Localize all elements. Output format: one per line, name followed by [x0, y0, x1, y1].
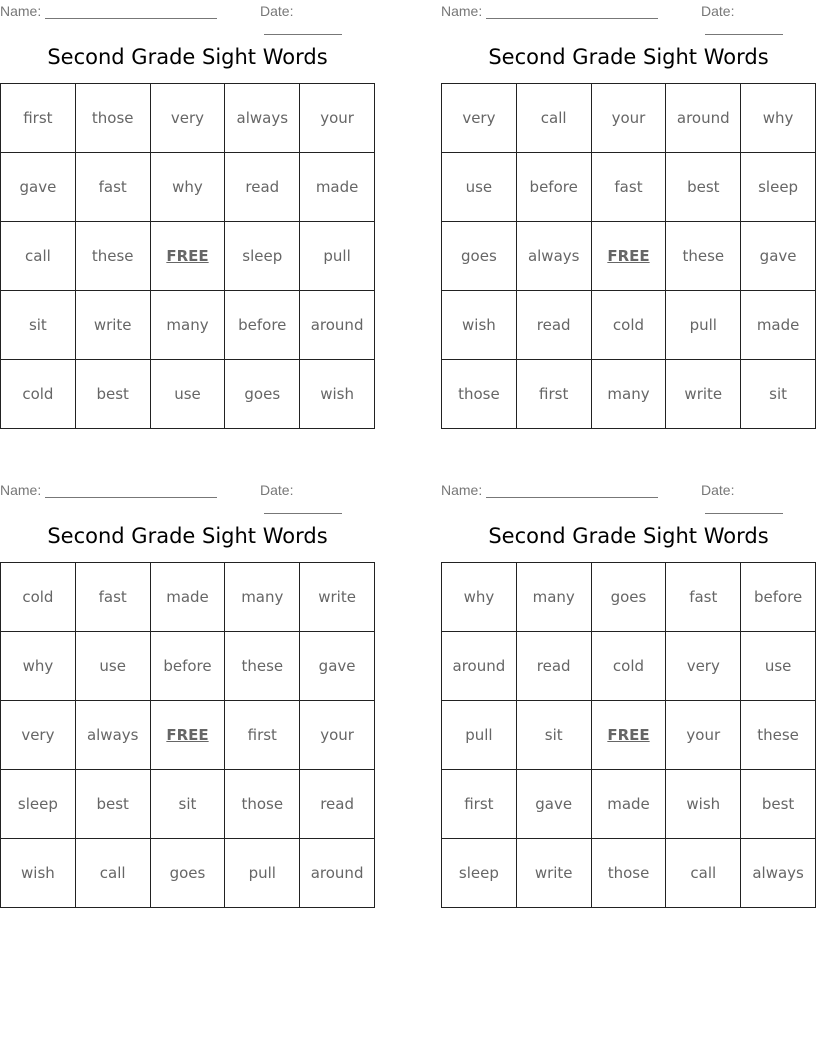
cell-word: your	[320, 109, 354, 127]
word-cell	[150, 360, 225, 429]
cell-word: first	[539, 385, 569, 403]
grid-row	[1, 291, 375, 360]
cell-word: best	[96, 795, 129, 813]
cell-word: cold	[22, 385, 54, 403]
grid-row	[1, 360, 375, 429]
word-cell	[442, 770, 517, 839]
word-cell	[150, 839, 225, 908]
word-cell	[300, 360, 375, 429]
cell-word: pull	[323, 247, 351, 265]
word-cell	[1, 770, 76, 839]
cell-word: around	[452, 657, 506, 675]
word-cell	[1, 632, 76, 701]
cell-word: call	[540, 109, 567, 127]
word-cell	[442, 153, 517, 222]
cell-word: gave	[535, 795, 573, 813]
word-cell	[75, 360, 150, 429]
cell-word: sleep	[458, 864, 499, 882]
cell-word: sit	[28, 316, 47, 334]
word-cell	[442, 839, 517, 908]
word-cell	[150, 84, 225, 153]
card-title: Second Grade Sight Words	[47, 524, 328, 548]
cell-word: fast	[98, 178, 127, 196]
cell-word: those	[91, 109, 134, 127]
cell-word: sleep	[17, 795, 58, 813]
cell-word: read	[320, 795, 354, 813]
word-cell	[591, 563, 666, 632]
cell-word: fast	[689, 588, 718, 606]
word-cell	[225, 839, 300, 908]
cell-word: your	[320, 726, 354, 744]
name-line	[45, 483, 217, 498]
word-cell	[150, 153, 225, 222]
cell-word: around	[310, 864, 364, 882]
word-cell	[75, 291, 150, 360]
word-cell	[591, 360, 666, 429]
cell-word: best	[96, 385, 129, 403]
word-cell	[591, 839, 666, 908]
cell-word: write	[318, 588, 356, 606]
word-cell	[1, 839, 76, 908]
word-cell	[75, 153, 150, 222]
word-cell	[741, 360, 816, 429]
bingo-card-2	[441, 0, 816, 403]
grid-row	[442, 222, 816, 291]
word-cell	[225, 291, 300, 360]
word-cell	[300, 84, 375, 153]
word-cell	[591, 770, 666, 839]
cell-word: sit	[544, 726, 563, 744]
cell-word: these	[757, 726, 799, 744]
word-cell	[741, 84, 816, 153]
word-cell	[1, 222, 76, 291]
cell-word: read	[245, 178, 280, 196]
word-cell	[1, 153, 76, 222]
bingo-card-3	[0, 479, 375, 882]
cell-word: always	[236, 109, 289, 127]
name-date-row	[441, 0, 816, 20]
word-cell	[75, 84, 150, 153]
cell-word: write	[93, 316, 132, 334]
word-cell	[150, 291, 225, 360]
word-cell	[1, 291, 76, 360]
word-cell	[225, 84, 300, 153]
cell-word: pull	[689, 316, 717, 334]
word-cell	[741, 770, 816, 839]
cell-word: very	[170, 109, 205, 127]
word-cell	[300, 291, 375, 360]
cell-word: use	[99, 657, 126, 675]
cell-word: wish	[21, 864, 55, 882]
word-cell	[300, 153, 375, 222]
card-title: Second Grade Sight Words	[488, 45, 769, 69]
bingo-grid	[441, 562, 816, 908]
word-cell	[591, 632, 666, 701]
cell-word: gave	[19, 178, 57, 196]
cell-word: read	[536, 316, 571, 334]
word-cell	[666, 291, 741, 360]
cell-word: these	[91, 247, 134, 265]
cell-word: many	[241, 588, 284, 606]
cell-word: before	[529, 178, 578, 196]
card-title: Second Grade Sight Words	[47, 45, 328, 69]
grid-row	[1, 84, 375, 153]
cell-word: best	[687, 178, 720, 196]
cell-word: why	[172, 178, 203, 196]
cell-word: very	[462, 109, 496, 127]
word-cell	[591, 153, 666, 222]
cell-word: wish	[686, 795, 721, 813]
cell-word: before	[753, 588, 803, 606]
name-label: Name:	[441, 3, 483, 19]
name-field[interactable]	[441, 482, 658, 498]
free-space	[591, 222, 666, 291]
cell-word: made	[315, 178, 359, 196]
cell-word: cold	[22, 588, 54, 606]
cell-word: goes	[244, 385, 281, 403]
word-cell	[516, 291, 591, 360]
date-line	[705, 499, 783, 514]
bingo-card-4	[441, 479, 816, 882]
word-cell	[1, 701, 76, 770]
cell-word: call	[99, 864, 126, 882]
cell-word: before	[163, 657, 212, 675]
cell-word: use	[764, 657, 792, 675]
name-line	[486, 4, 658, 19]
word-cell	[442, 222, 517, 291]
cell-word: around	[676, 109, 730, 127]
word-cell	[666, 770, 741, 839]
word-cell	[442, 291, 517, 360]
word-cell	[75, 839, 150, 908]
cell-word: first	[23, 109, 53, 127]
word-cell	[741, 701, 816, 770]
word-cell	[300, 632, 375, 701]
word-cell	[75, 701, 150, 770]
date-field[interactable]	[260, 482, 375, 514]
grid-row	[442, 770, 816, 839]
word-cell	[300, 701, 375, 770]
grid-row	[1, 839, 375, 908]
cell-word: very	[21, 726, 55, 744]
cell-word: why	[762, 109, 794, 127]
word-cell	[442, 632, 517, 701]
word-cell	[150, 770, 225, 839]
word-cell	[442, 563, 517, 632]
word-cell	[591, 291, 666, 360]
free-space	[591, 701, 666, 770]
grid-row	[1, 153, 375, 222]
word-cell	[666, 563, 741, 632]
cell-word: first	[247, 726, 277, 744]
date-label: Date:	[260, 482, 294, 498]
word-cell	[300, 222, 375, 291]
word-cell	[666, 632, 741, 701]
cell-word: cold	[612, 316, 645, 334]
word-cell	[516, 222, 591, 291]
name-date-row	[0, 479, 375, 499]
cell-word: these	[682, 247, 725, 265]
word-cell	[741, 153, 816, 222]
word-cell	[75, 563, 150, 632]
cell-word: read	[536, 657, 571, 675]
grid-row	[1, 563, 375, 632]
word-cell	[516, 563, 591, 632]
word-cell	[516, 701, 591, 770]
word-cell	[666, 153, 741, 222]
word-cell	[442, 360, 517, 429]
cell-word: goes	[169, 864, 206, 882]
cell-word: call	[25, 247, 51, 265]
bingo-card-1	[0, 0, 375, 403]
cell-word: first	[464, 795, 494, 813]
grid-row	[442, 153, 816, 222]
word-cell	[516, 770, 591, 839]
card-title: Second Grade Sight Words	[488, 524, 769, 548]
word-cell	[741, 222, 816, 291]
grid-row	[442, 84, 816, 153]
cell-word: why	[22, 657, 54, 675]
cell-word: those	[607, 864, 650, 882]
word-cell	[225, 563, 300, 632]
name-field[interactable]	[0, 482, 217, 498]
cell-word: those	[458, 385, 500, 403]
word-cell	[1, 360, 76, 429]
name-date-row	[441, 479, 816, 499]
cell-word: many	[166, 316, 209, 334]
bingo-grid	[0, 562, 375, 908]
word-cell	[150, 632, 225, 701]
cell-word: fast	[614, 178, 643, 196]
cell-word: goes	[610, 588, 647, 606]
free-space	[150, 222, 225, 291]
name-date-row	[0, 0, 375, 20]
name-line	[486, 483, 658, 498]
word-cell	[300, 839, 375, 908]
word-cell	[225, 153, 300, 222]
cell-word: many	[532, 588, 575, 606]
cell-word: your	[611, 109, 646, 127]
word-cell	[225, 360, 300, 429]
word-cell	[150, 563, 225, 632]
cell-word: cold	[612, 657, 645, 675]
grid-row	[1, 222, 375, 291]
word-cell	[741, 632, 816, 701]
grid-row	[442, 701, 816, 770]
cell-word: FREE	[166, 726, 209, 744]
name-label: Name:	[0, 482, 42, 498]
cell-word: call	[690, 864, 717, 882]
word-cell	[666, 360, 741, 429]
date-field[interactable]	[701, 3, 816, 35]
word-cell	[225, 222, 300, 291]
word-cell	[300, 770, 375, 839]
cell-word: use	[465, 178, 493, 196]
grid-row	[1, 770, 375, 839]
word-cell	[75, 770, 150, 839]
word-cell	[516, 153, 591, 222]
date-field[interactable]	[701, 482, 816, 514]
cell-word: always	[527, 247, 580, 265]
cell-word: sleep	[242, 247, 283, 265]
grid-row	[1, 701, 375, 770]
cell-word: best	[761, 795, 795, 813]
word-cell	[666, 84, 741, 153]
bingo-grid	[441, 83, 816, 429]
cell-word: your	[686, 726, 721, 744]
grid-row	[442, 360, 816, 429]
word-cell	[225, 632, 300, 701]
word-cell	[741, 839, 816, 908]
cell-word: wish	[462, 316, 496, 334]
word-cell	[516, 839, 591, 908]
grid-row	[442, 632, 816, 701]
cell-word: FREE	[607, 726, 650, 744]
cell-word: very	[686, 657, 720, 675]
word-cell	[591, 84, 666, 153]
cell-word: made	[166, 588, 209, 606]
name-label: Name:	[441, 482, 483, 498]
cell-word: fast	[98, 588, 127, 606]
date-line	[264, 499, 342, 514]
word-cell	[741, 291, 816, 360]
name-field[interactable]	[441, 3, 658, 19]
cell-word: made	[607, 795, 650, 813]
date-line	[264, 20, 342, 35]
cell-word: FREE	[607, 247, 650, 265]
cell-word: gave	[759, 247, 797, 265]
cell-word: sit	[769, 385, 788, 403]
cell-word: write	[534, 864, 573, 882]
word-cell	[1, 563, 76, 632]
cell-word: before	[238, 316, 287, 334]
cell-word: those	[241, 795, 284, 813]
date-label: Date:	[260, 3, 294, 19]
date-line	[705, 20, 783, 35]
cell-word: made	[756, 316, 800, 334]
cell-word: FREE	[166, 247, 209, 265]
grid-row	[1, 632, 375, 701]
free-space	[150, 701, 225, 770]
cell-word: sleep	[758, 178, 799, 196]
cell-word: around	[310, 316, 364, 334]
cell-word: write	[684, 385, 723, 403]
name-line	[45, 4, 217, 19]
word-cell	[225, 770, 300, 839]
name-label: Name:	[0, 3, 42, 19]
word-cell	[225, 701, 300, 770]
word-cell	[666, 839, 741, 908]
cell-word: pull	[248, 864, 276, 882]
cell-word: always	[752, 864, 804, 882]
word-cell	[442, 701, 517, 770]
date-field[interactable]	[260, 3, 375, 35]
word-cell	[1, 84, 76, 153]
grid-row	[442, 839, 816, 908]
cell-word: use	[174, 385, 201, 403]
cell-word: why	[463, 588, 495, 606]
cell-word: goes	[461, 247, 497, 265]
bingo-grid	[0, 83, 375, 429]
word-cell	[75, 222, 150, 291]
cell-word: gave	[318, 657, 356, 675]
cell-word: sit	[178, 795, 197, 813]
cell-word: these	[241, 657, 284, 675]
date-label: Date:	[701, 3, 735, 19]
word-cell	[666, 701, 741, 770]
cell-word: pull	[465, 726, 493, 744]
name-field[interactable]	[0, 3, 217, 19]
cell-word: many	[607, 385, 650, 403]
word-cell	[300, 563, 375, 632]
grid-row	[442, 563, 816, 632]
cell-word: always	[86, 726, 139, 744]
cell-word: wish	[320, 385, 354, 403]
word-cell	[666, 222, 741, 291]
word-cell	[516, 84, 591, 153]
word-cell	[516, 632, 591, 701]
grid-row	[442, 291, 816, 360]
date-label: Date:	[701, 482, 735, 498]
word-cell	[741, 563, 816, 632]
word-cell	[75, 632, 150, 701]
word-cell	[516, 360, 591, 429]
word-cell	[442, 84, 517, 153]
